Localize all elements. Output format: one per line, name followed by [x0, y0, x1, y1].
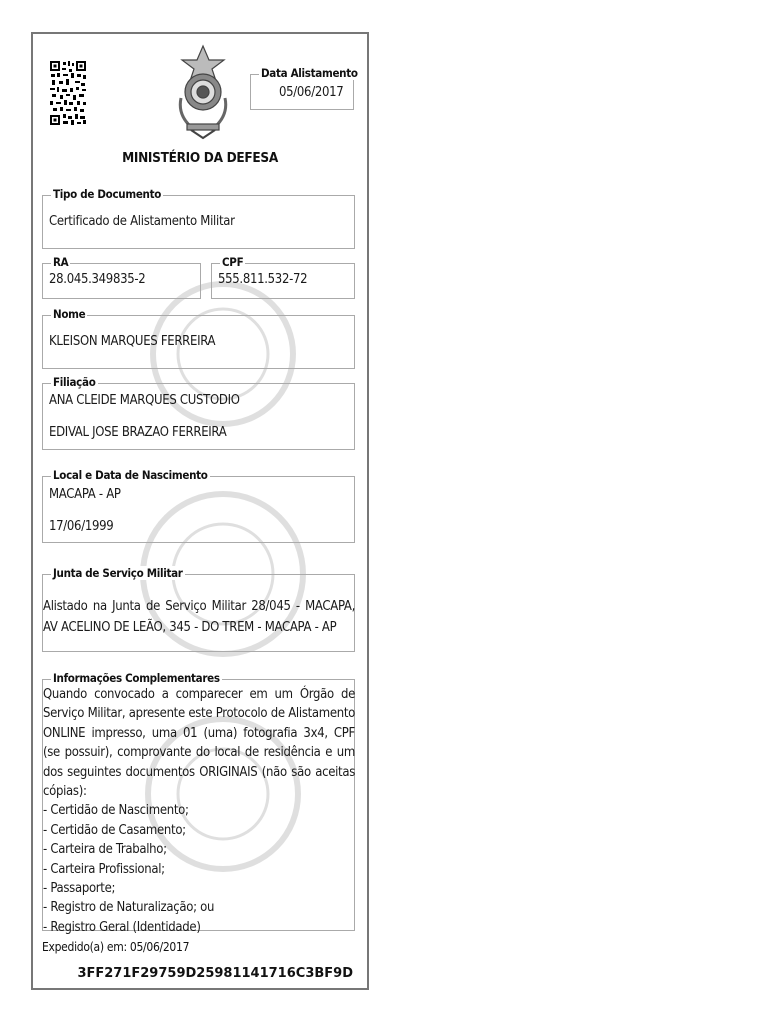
cpf-box: [211, 255, 355, 299]
filiacao-mae-value: ANA CLEIDE MARQUES CUSTODIO: [49, 393, 240, 408]
list-item: - Passaporte;: [43, 881, 116, 897]
informacoes-text: [43, 685, 355, 937]
nome-value: KLEISON MARQUES FERREIRA: [49, 334, 216, 349]
informacoes-label: Informações Complementares: [53, 671, 220, 685]
national-emblem-icon: [173, 42, 233, 142]
junta-label: Junta de Serviço Militar: [53, 566, 183, 580]
data-alistamento-label: Data Alistamento: [261, 66, 358, 80]
ra-box: [42, 255, 201, 299]
tipo-documento-label: Tipo de Documento: [53, 187, 162, 201]
qr-code-icon: [49, 60, 87, 126]
nome-box: [42, 307, 355, 369]
filiacao-box: [42, 375, 355, 450]
nome-label: Nome: [53, 307, 86, 321]
filiacao-label: Filiação: [53, 375, 96, 389]
ministry-title: MINISTÉRIO DA DEFESA: [122, 150, 278, 166]
filiacao-pai-value: EDIVAL JOSE BRAZAO FERREIRA: [49, 425, 227, 440]
nascimento-data-value: 17/06/1999: [49, 519, 114, 534]
data-alistamento-box: [250, 66, 358, 110]
ra-label: RA: [53, 255, 69, 269]
nascimento-local-value: MACAPA - AP: [49, 487, 121, 502]
cpf-label: CPF: [222, 255, 244, 269]
nascimento-box: [42, 468, 355, 543]
ra-value: 28.045.349835-2: [49, 272, 146, 287]
data-alistamento-value: 05/06/2017: [279, 85, 344, 100]
certificate-card: [31, 32, 369, 990]
list-item: - Certidão de Nascimento;: [43, 803, 189, 819]
list-item: - Registro de Naturalização; ou: [43, 900, 215, 916]
nascimento-label: Local e Data de Nascimento: [53, 468, 208, 482]
tipo-documento-box: [42, 187, 355, 249]
list-item: - Certidão de Casamento;: [43, 822, 186, 838]
validation-hash: 3FF271F29759D25981141716C3BF9D: [77, 966, 353, 981]
tipo-documento-value: Certificado de Alistamento Militar: [49, 214, 235, 229]
list-item: - Carteira de Trabalho;: [43, 842, 167, 858]
informacoes-intro: Quando convocado a comparecer em um Órgão de Serviço Militar, apresente este Protocolo de Alistamento ONLINE impresso, uma 01 (uma) fotografia 3x4, CPF (se possuir), comprovante do local de residência e um dos seguintes documentos ORIGINAIS (não são aceitas cópias):: [43, 687, 355, 800]
list-item: - Carteira Profissional;: [43, 861, 165, 877]
junta-value: Alistado na Junta de Serviço Militar 28/045 - MACAPA, AV ACELINO DE LEÃO, 345 - DO TREM - MACAPA - AP: [43, 599, 355, 635]
expedido-date: Expedido(a) em: 05/06/2017: [42, 940, 190, 954]
list-item: - Registro Geral (Identidade): [43, 919, 201, 935]
cpf-value: 555.811.532-72: [218, 272, 308, 287]
